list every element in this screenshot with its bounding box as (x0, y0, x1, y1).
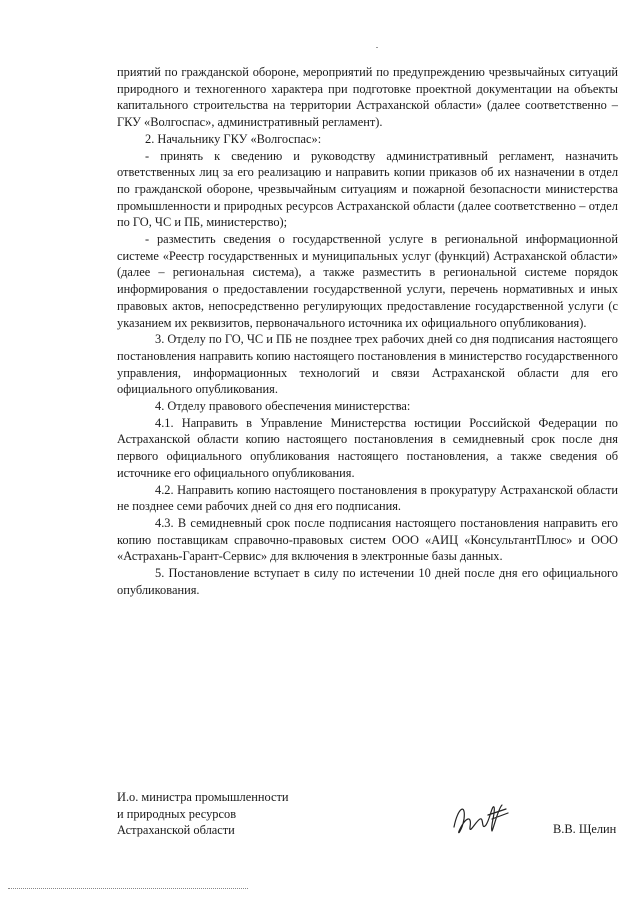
paragraph-item-4-2: 4.2. Направить копию настоящего постановления в прокуратуру Астраханской области не позднее семи рабочих дней со дня его подписания. (117, 482, 618, 514)
position-line: Астраханской области (117, 823, 235, 838)
scan-artifact (376, 47, 378, 48)
position-line: И.о. министра промышленности (117, 790, 289, 804)
position-line: и природных ресурсов (117, 806, 237, 821)
paragraph-item-3: 3. Отделу по ГО, ЧС и ПБ не позднее трех рабочих дней со дня подписания настоящего постановления направить копию настоящего постановления в министерство государственного управления, информационных технологий и связи Астраханской области для его официального опубликования. (117, 332, 618, 397)
paragraph-item-4-1: 4.1. Направить в Управление Министерства юстиции Российской Федерации по Астраханской области копию настоящего постановления в семидневный срок после дня первого официального опубликования настоящего постановления, а также сведения об источнике его официального опубликования. (117, 415, 618, 480)
paragraph-subitem: - разместить сведения о государственной услуге в региональной информационной системе «Реестр государственных и муниципальных услуг (функций) Астраханской области» (далее – региональная система), а также разместить в региональной системе порядок информирования о предоставлении государственной услуги, перечень нормативных и иных правовых актов, непосредственно регулирующих предоставление государственной услуги (с указанием их реквизитов, первоначального источника их официального опубликования). (117, 232, 618, 330)
handwritten-signature (448, 797, 510, 841)
document-body (117, 64, 618, 599)
paragraph-continuation: приятий по гражданской обороне, мероприятий по предупреждению чрезвычайных ситуаций природного и техногенного характера при подготовке проектной документации на объекты капитального строительства на территории Астраханской области» (далее соответственно – ГКУ «Волгоспас», административный регламент). (117, 65, 618, 130)
scan-edge-line (8, 888, 248, 890)
paragraph-item-2: 2. Начальнику ГКУ «Волгоспас»: (145, 131, 322, 146)
paragraph-item-5: 5. Постановление вступает в силу по истечении 10 дней после дня его официального опубликования. (117, 566, 618, 597)
signatory-name: В.В. Щелин (553, 822, 617, 836)
paragraph-item-4: 4. Отделу правового обеспечения министерства: (155, 399, 411, 414)
paragraph-item-4-3: 4.3. В семидневный срок после подписания настоящего постановления направить его копию поставщикам справочно-правовых систем ООО «АИЦ «КонсультантПлюс» и ООО «Астрахань-Гарант-Сервис» для включения в электронные базы данных. (117, 515, 618, 564)
signatory-position (117, 789, 289, 839)
paragraph-subitem: - принять к сведению и руководству административный регламент, назначить ответственных лиц за его реализацию и направить копии приказов об их назначении в отдел по гражданской обороне, чрезвычайным ситуациям и пожарной безопасности министерства промышленности и природных ресурсов Астраханской области (далее соответственно – отдел по ГО, ЧС и ПБ, министерство); (117, 148, 618, 230)
